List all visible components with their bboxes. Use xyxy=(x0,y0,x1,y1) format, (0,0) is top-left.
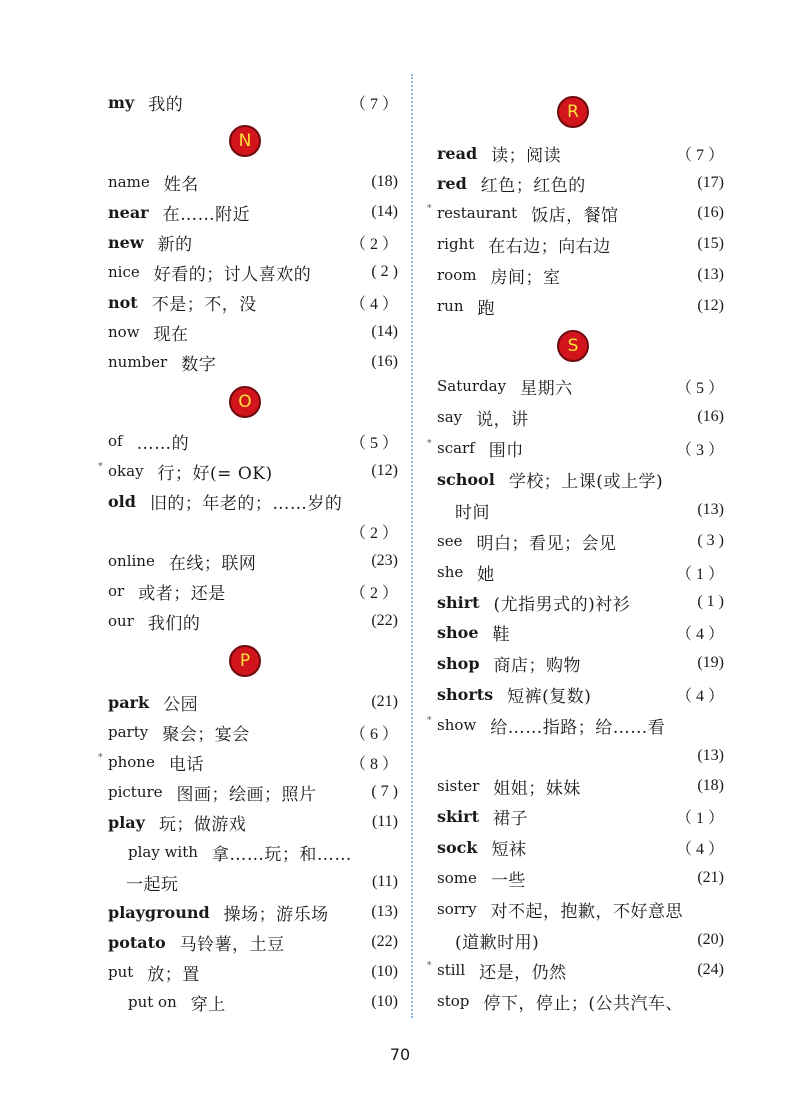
vocab-entry xyxy=(437,863,724,893)
entry-continuation xyxy=(437,741,724,771)
entry-page-ref: (16) xyxy=(697,408,724,425)
entry-page-ref: (21) xyxy=(371,693,398,710)
entry-continuation xyxy=(437,925,724,955)
entry-word: or xyxy=(108,582,125,600)
vocab-entry xyxy=(437,138,724,168)
entry-word: restaurant xyxy=(437,204,518,222)
entry-word: scarf xyxy=(437,439,475,457)
entry-translation: 玩；做游戏 xyxy=(158,814,247,835)
entry-page-ref: (11) xyxy=(371,873,398,890)
entry-translation: 红色；红色的 xyxy=(480,175,586,196)
entry-page-ref: (10) xyxy=(371,993,398,1010)
entry-page-ref: （ 4 ） xyxy=(675,840,724,858)
section-letter-r: R xyxy=(557,96,589,128)
entry-page-ref: （ 4 ） xyxy=(349,295,398,313)
entry-page-ref: （ 3 ） xyxy=(675,441,724,459)
entry-translation: 数字 xyxy=(181,354,217,375)
entry-word: phone xyxy=(108,753,155,771)
entry-page-ref: (13) xyxy=(697,501,724,518)
entry-page-ref: （ 1 ） xyxy=(675,809,724,827)
entry-translation: 马铃薯，土豆 xyxy=(179,934,285,955)
vocab-entry xyxy=(437,679,724,709)
entry-page-ref: (19) xyxy=(697,654,724,671)
entry-translation: (道歉时用) xyxy=(455,932,540,953)
entry-page-ref: ( 7 ) xyxy=(371,783,398,800)
asterisk-mark: * xyxy=(427,439,432,449)
asterisk-mark: * xyxy=(427,961,432,971)
entry-page-ref: (16) xyxy=(697,204,724,221)
entry-page-ref: （ 8 ） xyxy=(349,755,398,773)
entry-page-ref: (13) xyxy=(697,747,724,764)
entry-word: shop xyxy=(437,653,480,673)
vocab-entry xyxy=(437,832,724,862)
vocab-entry xyxy=(108,167,398,197)
entry-page-ref: （ 4 ） xyxy=(675,625,724,643)
vocab-entry xyxy=(427,198,724,228)
entry-word: sister xyxy=(437,777,480,795)
entry-word: say xyxy=(437,408,463,426)
entry-translation: 在线；联网 xyxy=(168,553,257,574)
vocab-entry xyxy=(108,426,398,456)
entry-page-ref: (22) xyxy=(371,612,398,629)
vocab-entry xyxy=(108,486,398,516)
entry-page-ref: （ 7 ） xyxy=(349,95,398,113)
page-number: 70 xyxy=(389,1045,411,1064)
section-letter-p: P xyxy=(229,645,261,677)
asterisk-mark: * xyxy=(98,753,103,763)
vocab-entry xyxy=(437,402,724,432)
entry-continuation xyxy=(108,867,398,897)
asterisk-mark: * xyxy=(98,462,103,472)
entry-page-ref: (22) xyxy=(371,933,398,950)
entry-word: now xyxy=(108,323,140,341)
vocab-entry xyxy=(437,648,724,678)
vocab-entry xyxy=(427,955,724,985)
entry-translation: 读；阅读 xyxy=(491,145,562,166)
entry-word: put xyxy=(108,963,134,981)
entry-word: play xyxy=(108,812,145,832)
entry-translation: 聚会；宴会 xyxy=(162,724,250,745)
entry-word: sock xyxy=(437,837,478,857)
column-divider xyxy=(411,74,413,1018)
entry-translation: 姐姐；妹妹 xyxy=(493,778,581,799)
entry-translation: 饭店，餐馆 xyxy=(531,205,619,226)
vocab-entry xyxy=(108,287,398,317)
entry-page-ref: （ 7 ） xyxy=(675,146,724,164)
entry-page-ref: (20) xyxy=(697,931,724,948)
entry-translation: 给……指路；给……看 xyxy=(490,717,666,738)
entry-word: near xyxy=(108,202,149,222)
entry-word: room xyxy=(437,266,477,284)
entry-word: she xyxy=(437,563,464,581)
vocab-entry xyxy=(108,606,398,636)
entry-continuation xyxy=(108,516,398,546)
entry-translation: 鞋 xyxy=(492,624,510,645)
entry-word: playground xyxy=(108,902,210,922)
entry-translation: 电话 xyxy=(168,754,204,775)
entry-page-ref: （ 5 ） xyxy=(349,434,398,452)
vocab-entry xyxy=(437,617,724,647)
vocab-entry xyxy=(108,897,398,927)
entry-page-ref: (16) xyxy=(371,353,398,370)
entry-word: not xyxy=(108,292,138,312)
vocab-entry xyxy=(437,229,724,259)
entry-translation: 姓名 xyxy=(163,174,199,195)
entry-word: see xyxy=(437,532,463,550)
vocab-entry xyxy=(108,837,398,867)
vocab-entry xyxy=(437,801,724,831)
vocab-entry xyxy=(437,371,724,401)
entry-word: still xyxy=(437,961,466,979)
entry-word: park xyxy=(108,692,150,712)
entry-translation: 放；置 xyxy=(147,964,200,985)
entry-translation: 一些 xyxy=(490,870,526,891)
entry-page-ref: ( 1 ) xyxy=(697,593,724,610)
entry-word: name xyxy=(108,173,150,191)
entry-page-ref: (10) xyxy=(371,963,398,980)
entry-translation: 新的 xyxy=(157,234,193,255)
entry-word: skirt xyxy=(437,806,479,826)
vocab-entry xyxy=(108,347,398,377)
entry-translation: 短裤(复数) xyxy=(507,686,592,707)
entry-page-ref: （ 6 ） xyxy=(349,725,398,743)
vocab-entry xyxy=(108,87,398,117)
entry-word: right xyxy=(437,235,475,253)
entry-page-ref: （ 2 ） xyxy=(349,235,398,253)
asterisk-mark: * xyxy=(427,716,432,726)
entry-word: red xyxy=(437,173,467,193)
entry-page-ref: （ 2 ） xyxy=(349,584,398,602)
entry-translation: 围巾 xyxy=(488,440,524,461)
vocab-entry xyxy=(427,433,724,463)
entry-page-ref: (12) xyxy=(697,297,724,314)
entry-page-ref: (21) xyxy=(697,869,724,886)
entry-word: number xyxy=(108,353,168,371)
vocab-entry xyxy=(98,747,398,777)
entry-page-ref: (18) xyxy=(371,173,398,190)
entry-translation: ……的 xyxy=(136,433,190,454)
vocab-entry xyxy=(108,576,398,606)
vocab-entry xyxy=(437,986,724,1016)
vocab-entry xyxy=(437,526,724,556)
vocab-entry xyxy=(437,771,724,801)
vocab-entry xyxy=(437,291,724,321)
entry-page-ref: (15) xyxy=(697,235,724,252)
entry-word: Saturday xyxy=(437,377,507,395)
entry-word: show xyxy=(437,716,477,734)
entry-word: read xyxy=(437,143,478,163)
vocab-entry xyxy=(108,777,398,807)
entry-translation: 还是，仍然 xyxy=(479,962,567,983)
entry-word: picture xyxy=(108,783,163,801)
entry-translation: 时间 xyxy=(455,502,490,523)
vocab-entry xyxy=(108,257,398,287)
entry-translation: 房间；室 xyxy=(490,267,561,288)
vocab-entry xyxy=(108,957,398,987)
vocab-entry xyxy=(427,710,724,740)
entry-word: old xyxy=(108,491,136,511)
entry-page-ref: (23) xyxy=(371,552,398,569)
entry-word: school xyxy=(437,469,495,489)
entry-page-ref: (18) xyxy=(697,777,724,794)
entry-word: my xyxy=(108,92,135,112)
entry-translation: 行；好(= OK) xyxy=(157,463,273,484)
entry-translation: 不是；不，没 xyxy=(151,294,257,315)
vocab-entry xyxy=(437,587,724,617)
entry-translation: 学校；上课(或上学) xyxy=(508,471,664,492)
entry-translation: 旧的；年老的；……岁的 xyxy=(149,493,343,514)
vocab-entry xyxy=(437,464,724,494)
entry-word: stop xyxy=(437,992,470,1010)
entry-translation: 商店；购物 xyxy=(493,655,581,676)
entry-word: run xyxy=(437,297,464,315)
entry-word: play with xyxy=(128,843,198,861)
entry-translation: 我的 xyxy=(148,94,184,115)
entry-word: nice xyxy=(108,263,140,281)
vocab-entry xyxy=(108,546,398,576)
entry-word: shorts xyxy=(437,684,494,704)
entry-translation: 穿上 xyxy=(190,994,226,1015)
vocab-entry xyxy=(108,927,398,957)
entry-translation: 在……附近 xyxy=(162,204,251,225)
section-letter-n: N xyxy=(229,125,261,157)
entry-translation: 现在 xyxy=(153,324,189,345)
entry-word: shoe xyxy=(437,622,479,642)
vocab-entry xyxy=(437,557,724,587)
entry-translation: 停下，停止；(公共汽车、 xyxy=(483,993,683,1014)
vocab-entry xyxy=(437,260,724,290)
entry-translation: 明白；看见；会见 xyxy=(476,533,617,554)
entry-translation: 一起玩 xyxy=(126,874,179,895)
entry-page-ref: （ 2 ） xyxy=(349,524,398,542)
vocab-entry xyxy=(108,987,398,1017)
entry-page-ref: ( 2 ) xyxy=(371,263,398,280)
vocab-entry xyxy=(108,227,398,257)
entry-translation: 好看的；讨人喜欢的 xyxy=(153,264,312,285)
entry-page-ref: (13) xyxy=(371,903,398,920)
entry-page-ref: (14) xyxy=(371,323,398,340)
entry-word: new xyxy=(108,232,144,252)
entry-translation: 她 xyxy=(477,564,495,585)
vocab-entry xyxy=(108,807,398,837)
entry-translation: 在右边；向右边 xyxy=(488,236,611,257)
entry-word: our xyxy=(108,612,134,630)
entry-translation: 对不起，抱歉，不好意思 xyxy=(490,901,684,922)
entry-word: potato xyxy=(108,932,166,952)
entry-translation: 裙子 xyxy=(493,808,528,829)
entry-page-ref: (14) xyxy=(371,203,398,220)
entry-word: put on xyxy=(128,993,177,1011)
entry-translation: 星期六 xyxy=(520,378,573,399)
entry-translation: (尤指男式的)衬衫 xyxy=(493,594,631,615)
entry-translation: 我们的 xyxy=(147,613,201,634)
entry-page-ref: (12) xyxy=(371,462,398,479)
entry-page-ref: (17) xyxy=(697,174,724,191)
entry-word: sorry xyxy=(437,900,477,918)
entry-word: of xyxy=(108,432,123,450)
entry-translation: 公园 xyxy=(163,694,199,715)
entry-translation: 拿……玩；和…… xyxy=(211,844,352,865)
entry-translation: 跑 xyxy=(477,298,495,319)
entry-translation: 操场；游乐场 xyxy=(223,904,329,925)
section-letter-o: O xyxy=(229,386,261,418)
entry-word: okay xyxy=(108,462,144,480)
vocab-entry xyxy=(108,197,398,227)
vocab-entry xyxy=(108,317,398,347)
entry-page-ref: （ 5 ） xyxy=(675,379,724,397)
entry-page-ref: （ 4 ） xyxy=(675,687,724,705)
entry-translation: 或者；还是 xyxy=(138,583,226,604)
vocab-entry xyxy=(108,717,398,747)
vocab-entry xyxy=(437,168,724,198)
entry-translation: 短袜 xyxy=(491,839,527,860)
asterisk-mark: * xyxy=(427,204,432,214)
entry-translation: 说，讲 xyxy=(476,409,529,430)
entry-page-ref: (24) xyxy=(697,961,724,978)
entry-page-ref: (11) xyxy=(371,813,398,830)
entry-translation: 图画；绘画；照片 xyxy=(176,784,317,805)
vocab-entry xyxy=(437,894,724,924)
entry-page-ref: (13) xyxy=(697,266,724,283)
section-letter-s: S xyxy=(557,330,589,362)
entry-word: party xyxy=(108,723,149,741)
vocab-entry xyxy=(98,456,398,486)
vocab-entry xyxy=(108,687,398,717)
entry-page-ref: ( 3 ) xyxy=(697,532,724,549)
entry-word: some xyxy=(437,869,477,887)
entry-page-ref: （ 1 ） xyxy=(675,565,724,583)
entry-word: online xyxy=(108,552,155,570)
entry-word: shirt xyxy=(437,592,480,612)
entry-continuation xyxy=(437,495,724,525)
